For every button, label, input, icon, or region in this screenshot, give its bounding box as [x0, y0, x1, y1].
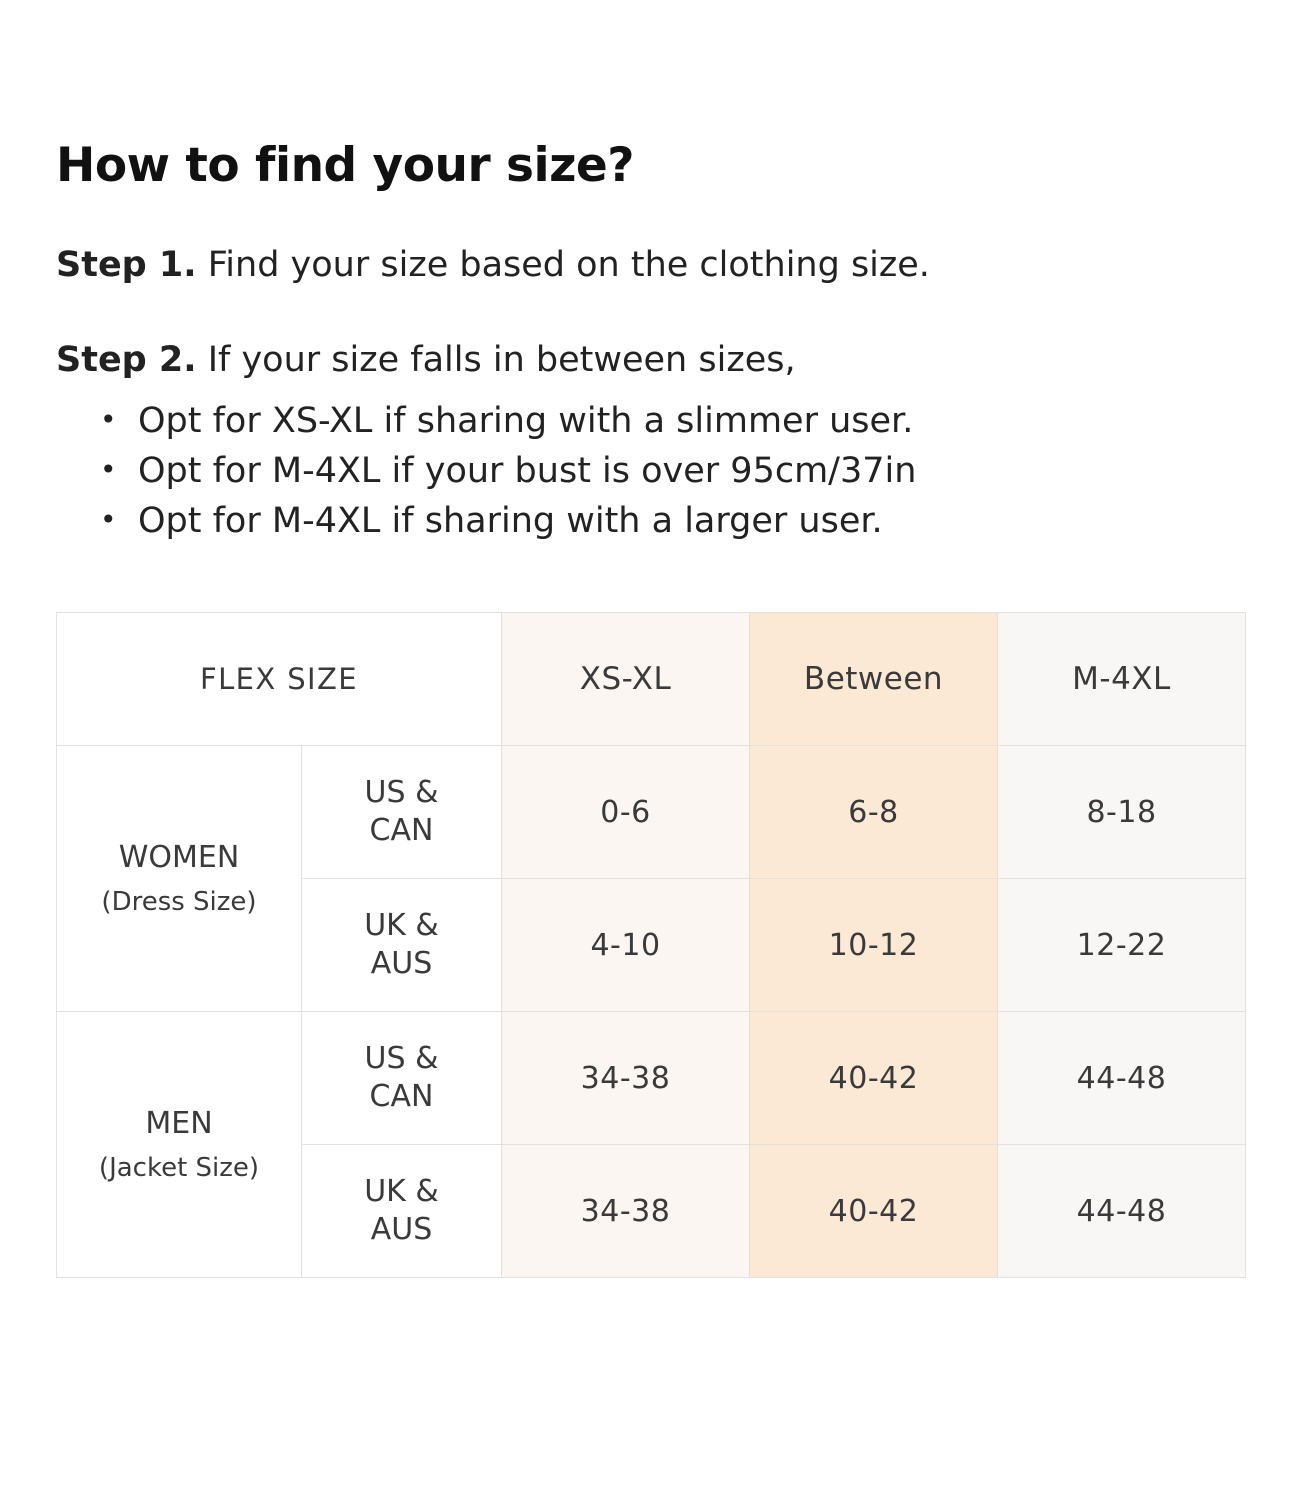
list-item: • Opt for XS-XL if sharing with a slimmer user.: [56, 397, 1245, 447]
page-title: How to find your size?: [56, 138, 635, 193]
cell-value: 44-48: [998, 1012, 1246, 1145]
table-row: [57, 746, 1246, 879]
step-1: [56, 192, 1245, 288]
cell-value: 34-38: [502, 1145, 750, 1278]
group-label-men: [57, 1012, 302, 1278]
cell-value: 6-8: [750, 746, 998, 879]
group-name: MEN: [145, 1106, 213, 1142]
size-chart-table: [56, 612, 1246, 1278]
region-label: [302, 746, 502, 879]
column-header-between: Between: [750, 613, 998, 746]
step-2-bullets: [56, 383, 1245, 546]
column-header-m-4xl: M-4XL: [998, 613, 1246, 746]
region-line-1: UK &: [364, 907, 439, 943]
table-header-row: [57, 613, 1246, 746]
region-line-2: CAN: [369, 1079, 434, 1115]
group-label-women: [57, 746, 302, 1012]
region-label: [302, 1145, 502, 1278]
region-line-2: AUS: [370, 946, 433, 982]
step-2-text: If your size falls in between sizes,: [196, 340, 796, 381]
region-line-1: US &: [364, 774, 439, 810]
step-2: [56, 287, 1245, 383]
group-sub: (Jacket Size): [98, 1152, 260, 1183]
group-sub: (Dress Size): [101, 886, 257, 917]
cell-value: 0-6: [502, 746, 750, 879]
cell-value: 40-42: [750, 1012, 998, 1145]
table-row: [57, 1012, 1246, 1145]
table-corner-label: FLEX SIZE: [57, 613, 502, 746]
region-line-1: US &: [364, 1040, 439, 1076]
cell-value: 8-18: [998, 746, 1246, 879]
cell-value: 44-48: [998, 1145, 1246, 1278]
region-line-1: UK &: [364, 1173, 439, 1209]
list-item: • Opt for M-4XL if sharing with a larger user.: [56, 497, 1245, 547]
cell-value: 4-10: [502, 879, 750, 1012]
list-item: • Opt for M-4XL if your bust is over 95cm/37in: [56, 447, 1245, 497]
column-header-xs-xl: XS-XL: [502, 613, 750, 746]
region-line-2: CAN: [369, 813, 434, 849]
region-line-2: AUS: [370, 1212, 433, 1248]
cell-value: 12-22: [998, 879, 1246, 1012]
cell-value: 10-12: [750, 879, 998, 1012]
group-name: WOMEN: [118, 840, 240, 876]
cell-value: 40-42: [750, 1145, 998, 1278]
region-label: [302, 1012, 502, 1145]
step-1-text: Find your size based on the clothing size.: [196, 244, 930, 285]
step-1-lead: Step 1.: [56, 244, 197, 285]
step-2-lead: Step 2.: [56, 340, 197, 381]
cell-value: 34-38: [502, 1012, 750, 1145]
region-label: [302, 879, 502, 1012]
